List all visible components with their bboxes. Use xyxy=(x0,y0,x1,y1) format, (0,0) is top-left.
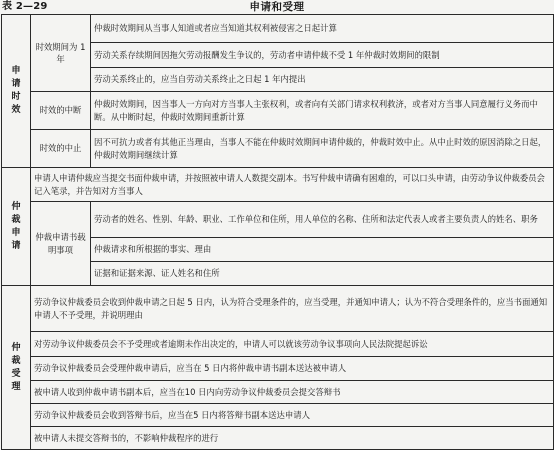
table-number: 表 2—29 xyxy=(2,1,48,12)
table-cell: 劳动关系终止的，应当自劳动关系终止之日起 1 年内提出 xyxy=(91,68,554,92)
subcategory-application-contents: 仲裁申请书载明事项 xyxy=(31,202,91,286)
table-cell: 申请人申请仲裁应当提交书面仲裁申请，并按照被申请人人数提交副本。书写仲裁申请确有困难的，可以口头申请，由劳动争议仲裁委员会记入笔录，并告知对方当事人 xyxy=(31,168,554,202)
table-cell: 劳动关系存续期间因拖欠劳动报酬发生争议的，劳动者申请仲裁不受 1 年仲裁时效期间的限制 xyxy=(91,43,554,68)
table-row xyxy=(2,202,554,238)
table-cell: 被申请人未提交答辩书的，不影响仲裁程序的进行 xyxy=(31,427,554,450)
table-cell: 仲裁请求和所根据的事实、理由 xyxy=(91,238,554,262)
table-row xyxy=(2,332,554,357)
table-caption xyxy=(0,0,554,14)
table-row xyxy=(2,381,554,404)
category-arbitration-acceptance: 仲裁受理 xyxy=(2,286,31,450)
table-row xyxy=(2,130,554,168)
table-row xyxy=(2,286,554,332)
table-cell: 劳动争议仲裁委员会收到答辩书后，应当在5 日内将答辩书副本送达申请人 xyxy=(31,404,554,427)
table-title: 申请和受理 xyxy=(249,1,305,13)
table-cell: 劳动者的姓名、性别、年龄、职业、工作单位和住所，用人单位的名称、住所和法定代表人或者主要负责人的姓名、职务 xyxy=(91,202,554,238)
table-cell: 证据和证据来源、证人姓名和住所 xyxy=(91,262,554,286)
table-row xyxy=(2,404,554,427)
application-acceptance-table xyxy=(1,14,554,450)
table-cell: 仲裁时效期间，因当事人一方向对方当事人主张权利，或者向有关部门请求权利救济，或者对方当事人同意履行义务而中断。从中断时起，仲裁时效期间重新计算 xyxy=(91,92,554,130)
table-cell: 仲裁时效期间从当事人知道或者应当知道其权利被侵害之日起计算 xyxy=(91,15,554,43)
subcategory-interruption: 时效的中断 xyxy=(31,92,91,130)
table-cell: 劳动争议仲裁委员会收到仲裁申请之日起 5 日内，认为符合受理条件的，应当受理，并通知申请人；认为不符合受理条件的，应当书面通知申请人不予受理，并说明理由 xyxy=(31,286,554,332)
subcategory-suspension: 时效的中止 xyxy=(31,130,91,168)
table-cell: 对劳动争议仲裁委员会不予受理或者逾期未作出决定的，申请人可以就该劳动争议事项向人民法院提起诉讼 xyxy=(31,332,554,357)
table-row xyxy=(2,427,554,450)
table-row xyxy=(2,168,554,202)
table-row xyxy=(2,92,554,130)
table-cell: 因不可抗力或者有其他正当理由，当事人不能在仲裁时效期间申请仲裁的，仲裁时效中止。从中止时效的原因消除之日起，仲裁时效期间继续计算 xyxy=(91,130,554,168)
subcategory-limitation-period: 时效期间为 1 年 xyxy=(31,15,91,92)
category-application-limitation: 申请时效 xyxy=(2,15,31,168)
table-row xyxy=(2,357,554,381)
table-row xyxy=(2,15,554,43)
category-arbitration-application: 仲裁申请 xyxy=(2,168,31,286)
table-cell: 被申请人收到仲裁申请书副本后，应当在10 日内向劳动争议仲裁委员会提交答辩书 xyxy=(31,381,554,404)
table-cell: 劳动争议仲裁委员会受理仲裁申请后，应当在 5 日内将仲裁申请书副本送达被申请人 xyxy=(31,357,554,381)
